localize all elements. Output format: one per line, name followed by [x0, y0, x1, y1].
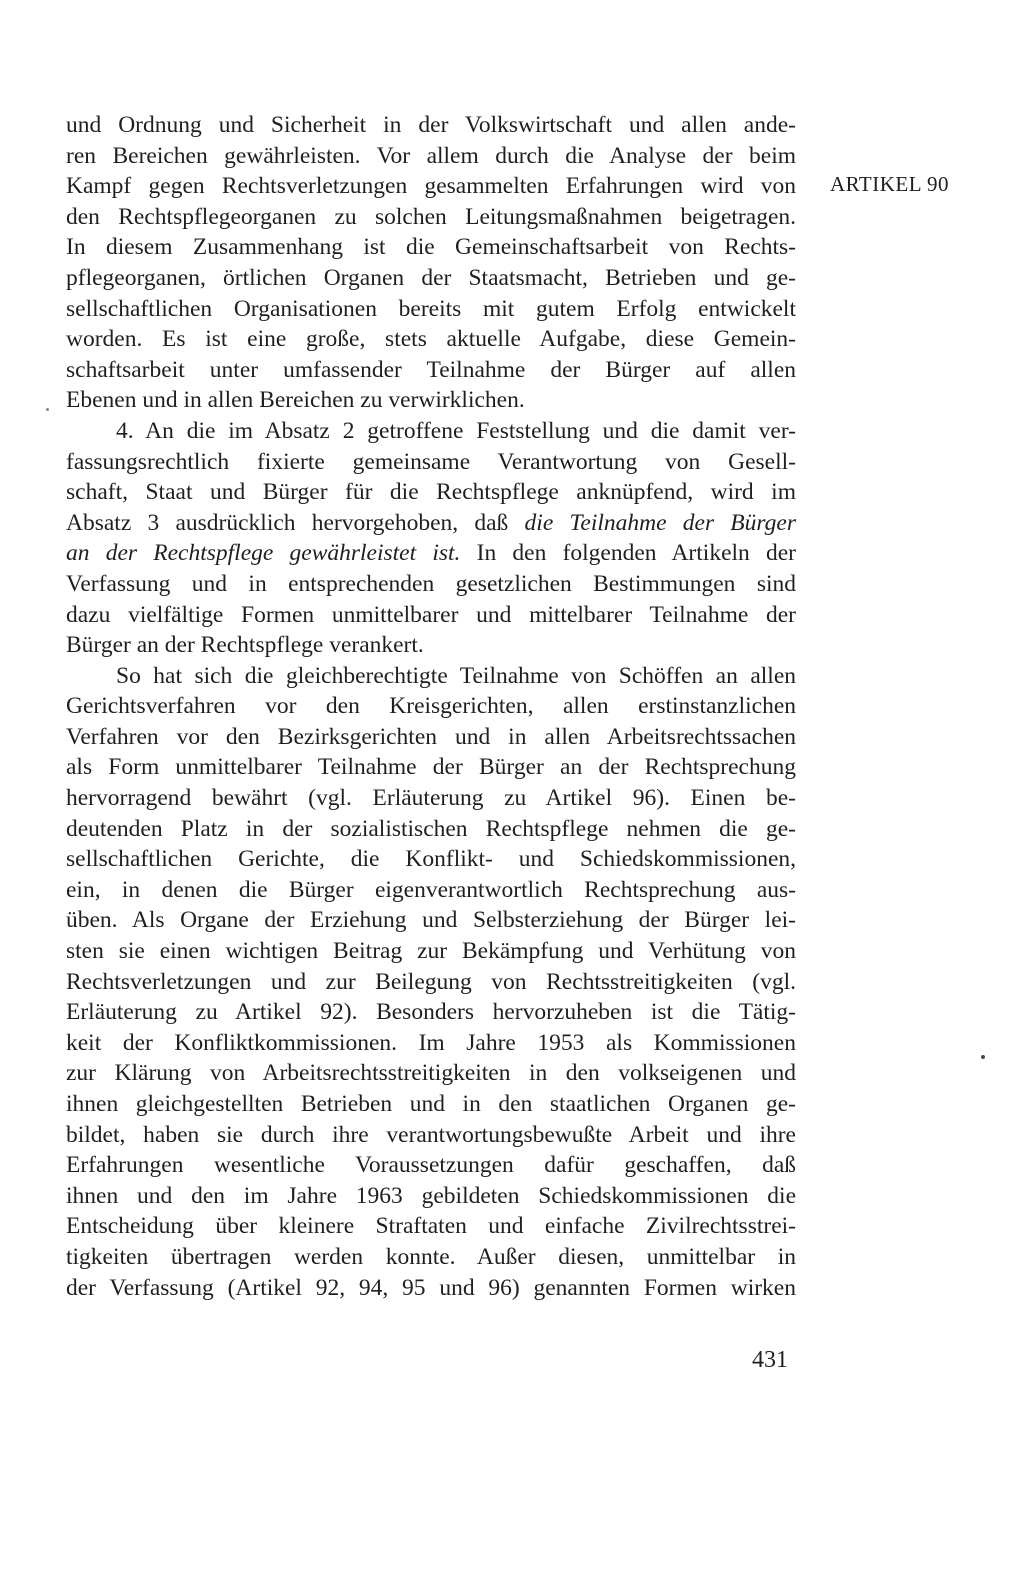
- paragraph-3: [66, 661, 796, 1303]
- italic-emphasis: an der Rechtspflege gewährleistet ist.: [66, 540, 461, 567]
- text-line: bildet, haben sie durch ihre verantwortungsbewußte Arbeit und ihre: [66, 1121, 796, 1148]
- text-line: So hat sich die gleichberechtigte Teilnahme von Schöffen an allen: [116, 662, 796, 689]
- page-number: 431: [752, 1347, 788, 1373]
- text-line: sellschaftlichen Organisationen bereits mit gutem Erfolg entwickelt: [66, 295, 796, 322]
- text-line: Gerichtsverfahren vor den Kreisgerichten, allen erstinstanzlichen: [66, 693, 796, 720]
- text-line: Verfahren vor den Bezirksgerichten und in allen Arbeitsrechtssachen: [66, 723, 796, 750]
- text-line: deutenden Platz in der sozialistischen Rechtspflege nehmen die ge-: [66, 815, 796, 842]
- paragraph-2: [66, 416, 796, 661]
- text-line: fassungsrechtlich fixierte gemeinsame Verantwortung von Gesell-: [66, 448, 796, 475]
- margin-note-article: ARTIKEL 90: [830, 172, 950, 196]
- text-line: ihnen und den im Jahre 1963 gebildeten Schiedskommissionen die: [66, 1182, 796, 1209]
- text-line: sten sie einen wichtigen Beitrag zur Bekämpfung und Verhütung von: [66, 938, 796, 965]
- text-line: zur Klärung von Arbeitsrechtsstreitigkeiten in den volkseigenen und: [66, 1060, 796, 1087]
- text-line: [66, 508, 796, 539]
- text-line: Erfahrungen wesentliche Voraussetzungen dafür geschaffen, daß: [66, 1152, 796, 1179]
- text-line: der Verfassung (Artikel 92, 94, 95 und 96) genannten Formen wirken: [66, 1274, 796, 1301]
- text-line: dazu vielfältige Formen unmittelbarer und mittelbarer Teilnahme der: [66, 601, 796, 628]
- paragraph-1: [66, 110, 796, 416]
- text-line: Entscheidung über kleinere Straftaten und einfache Zivilrechtsstrei-: [66, 1213, 796, 1240]
- text-line: und Ordnung und Sicherheit in der Volkswirtschaft und allen ande-: [66, 112, 796, 138]
- scan-speck: [981, 1055, 985, 1059]
- text-line: Verfassung und in entsprechenden gesetzlichen Bestimmungen sind: [66, 570, 796, 597]
- text-line: Erläuterung zu Artikel 92). Besonders hervorzuheben ist die Tätig-: [66, 999, 796, 1026]
- body-text: [66, 110, 796, 1303]
- text-line: ein, in denen die Bürger eigenverantwortlich Rechtsprechung aus-: [66, 876, 796, 903]
- text-line: pflegeorganen, örtlichen Organen der Staatsmacht, Betrieben und ge-: [66, 264, 796, 291]
- text-line: keit der Konfliktkommissionen. Im Jahre 1953 als Kommissionen: [66, 1029, 796, 1056]
- text-line: als Form unmittelbarer Teilnahme der Bürger an der Rechtsprechung: [66, 754, 796, 781]
- text-line: tigkeiten übertragen werden konnte. Außer diesen, unmittelbar in: [66, 1243, 796, 1270]
- text-line: [66, 538, 796, 569]
- text-line: den Rechtspflegeorganen zu solchen Leitungsmaßnahmen beigetragen.: [66, 203, 796, 230]
- text-line: Rechtsverletzungen und zur Beilegung von Rechtsstreitigkeiten (vgl.: [66, 968, 796, 995]
- text-line: Ebenen und in allen Bereichen zu verwirklichen.: [66, 387, 525, 414]
- text-line: ren Bereichen gewährleisten. Vor allem durch die Analyse der beim: [66, 142, 796, 169]
- text-line: 4. An die im Absatz 2 getroffene Feststellung und die damit ver-: [116, 417, 796, 444]
- text-run: In den folgenden Artikeln der: [460, 540, 796, 567]
- text-line: schaft, Staat und Bürger für die Rechtspflege anknüpfend, wird im: [66, 479, 796, 506]
- italic-emphasis: die Teilnahme der Bürger: [524, 509, 797, 536]
- text-line: hervorragend bewährt (vgl. Erläuterung zu Artikel 96). Einen be-: [66, 785, 796, 812]
- text-line: sellschaftlichen Gerichte, die Konflikt- und Schiedskommissionen,: [66, 846, 796, 873]
- text-line: In diesem Zusammenhang ist die Gemeinschaftsarbeit von Rechts-: [66, 234, 796, 261]
- text-line: ihnen gleichgestellten Betrieben und in den staatlichen Organen ge-: [66, 1091, 796, 1117]
- scan-speck: [46, 408, 49, 411]
- text-line: schaftsarbeit unter umfassender Teilnahme der Bürger auf allen: [66, 356, 796, 383]
- text-line: worden. Es ist eine große, stets aktuelle Aufgabe, diese Gemein-: [66, 326, 796, 353]
- text-run: Absatz 3 ausdrücklich hervorgehoben, daß: [66, 509, 509, 536]
- text-line: Kampf gegen Rechtsverletzungen gesammelten Erfahrungen wird von: [66, 173, 796, 200]
- text-line: Bürger an der Rechtspflege verankert.: [66, 632, 424, 659]
- text-line: üben. Als Organe der Erziehung und Selbsterziehung der Bürger lei-: [66, 907, 796, 934]
